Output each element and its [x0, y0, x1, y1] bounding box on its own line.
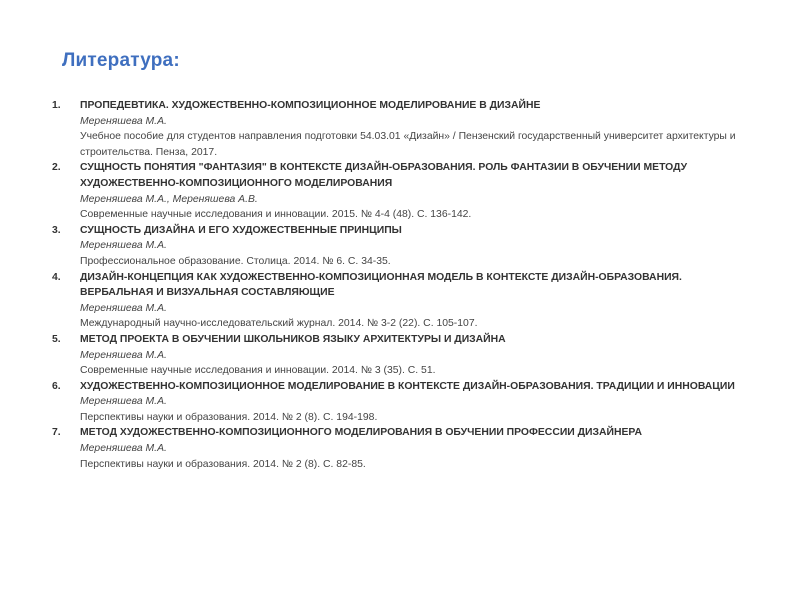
reference-source: Международный научно-исследовательский журнал. 2014. № 3-2 (22). С. 105-107. — [80, 318, 478, 330]
reference-item — [52, 425, 752, 472]
reference-number: 1. — [52, 100, 61, 111]
reference-number: 3. — [52, 224, 61, 236]
reference-title: МЕТОД ПРОЕКТА В ОБУЧЕНИИ ШКОЛЬНИКОВ ЯЗЫКУ АРХИТЕКТУРЫ И ДИЗАЙНА — [80, 333, 506, 345]
reference-number: 7. — [52, 427, 61, 439]
reference-item — [52, 160, 752, 222]
reference-title: СУЩНОСТЬ ДИЗАЙНА И ЕГО ХУДОЖЕСТВЕННЫЕ ПРИНЦИПЫ — [80, 224, 402, 236]
reference-number: 6. — [52, 380, 61, 392]
reference-source: Перспективы науки и образования. 2014. № 2 (8). С. 82-85. — [80, 458, 366, 470]
reference-number: 4. — [52, 271, 61, 283]
page-title: Литература: — [62, 50, 180, 71]
reference-item — [52, 379, 752, 426]
reference-source: Перспективы науки и образования. 2014. № 2 (8). С. 194-198. — [80, 411, 378, 423]
reference-item — [52, 223, 752, 270]
reference-title: МЕТОД ХУДОЖЕСТВЕННО-КОМПОЗИЦИОННОГО МОДЕЛИРОВАНИЯ В ОБУЧЕНИИ ПРОФЕССИИ ДИЗАЙНЕРА — [80, 427, 642, 439]
reference-item — [52, 332, 752, 379]
reference-authors: Мереняшева М.А. — [80, 302, 167, 314]
reference-title: ПРОПЕДЕВТИКА. ХУДОЖЕСТВЕННО-КОМПОЗИЦИОННОЕ МОДЕЛИРОВАНИЕ В ДИЗАЙНЕ — [80, 100, 541, 111]
reference-number: 5. — [52, 333, 61, 345]
reference-authors: Мереняшева М.А. — [80, 396, 167, 408]
reference-number: 2. — [52, 162, 61, 174]
reference-source: Современные научные исследования и инновации. 2014. № 3 (35). С. 51. — [80, 365, 436, 377]
reference-source: Учебное пособие для студентов направления подготовки 54.03.01 «Дизайн» / Пензенский государственный университет архитектуры и строительства. Пенза, 2017. — [80, 131, 736, 158]
reference-authors: Мереняшева М.А. — [80, 115, 167, 127]
reference-authors: Мереняшева М.А. — [80, 443, 167, 455]
reference-authors: Мереняшева М.А. — [80, 349, 167, 361]
reference-title: ДИЗАЙН-КОНЦЕПЦИЯ КАК ХУДОЖЕСТВЕННО-КОМПОЗИЦИОННАЯ МОДЕЛЬ В КОНТЕКСТЕ ДИЗАЙН-ОБРАЗОВАНИЯ. ВЕРБАЛЬНАЯ И ВИЗУАЛЬНАЯ СОСТАВЛЯЮЩИЕ — [80, 271, 682, 299]
reference-title: ХУДОЖЕСТВЕННО-КОМПОЗИЦИОННОЕ МОДЕЛИРОВАНИЕ В КОНТЕКСТЕ ДИЗАЙН-ОБРАЗОВАНИЯ. ТРАДИЦИИ И ИННОВАЦИИ — [80, 380, 735, 392]
reference-source: Профессиональное образование. Столица. 2014. № 6. С. 34-35. — [80, 255, 391, 267]
reference-authors: Мереняшева М.А., Мереняшева А.В. — [80, 193, 258, 205]
reference-item — [52, 98, 752, 160]
reference-source: Современные научные исследования и инновации. 2015. № 4-4 (48). С. 136-142. — [80, 209, 472, 221]
reference-item — [52, 270, 752, 332]
reference-authors: Мереняшева М.А. — [80, 240, 167, 252]
reference-title: СУЩНОСТЬ ПОНЯТИЯ "ФАНТАЗИЯ" В КОНТЕКСТЕ ДИЗАЙН-ОБРАЗОВАНИЯ. РОЛЬ ФАНТАЗИИ В ОБУЧЕНИИ МЕТОДУ ХУДОЖЕСТВЕННО-КОМПОЗИЦИОННОГО МОДЕЛИРОВАНИЯ — [80, 162, 688, 189]
reference-list — [52, 98, 752, 472]
